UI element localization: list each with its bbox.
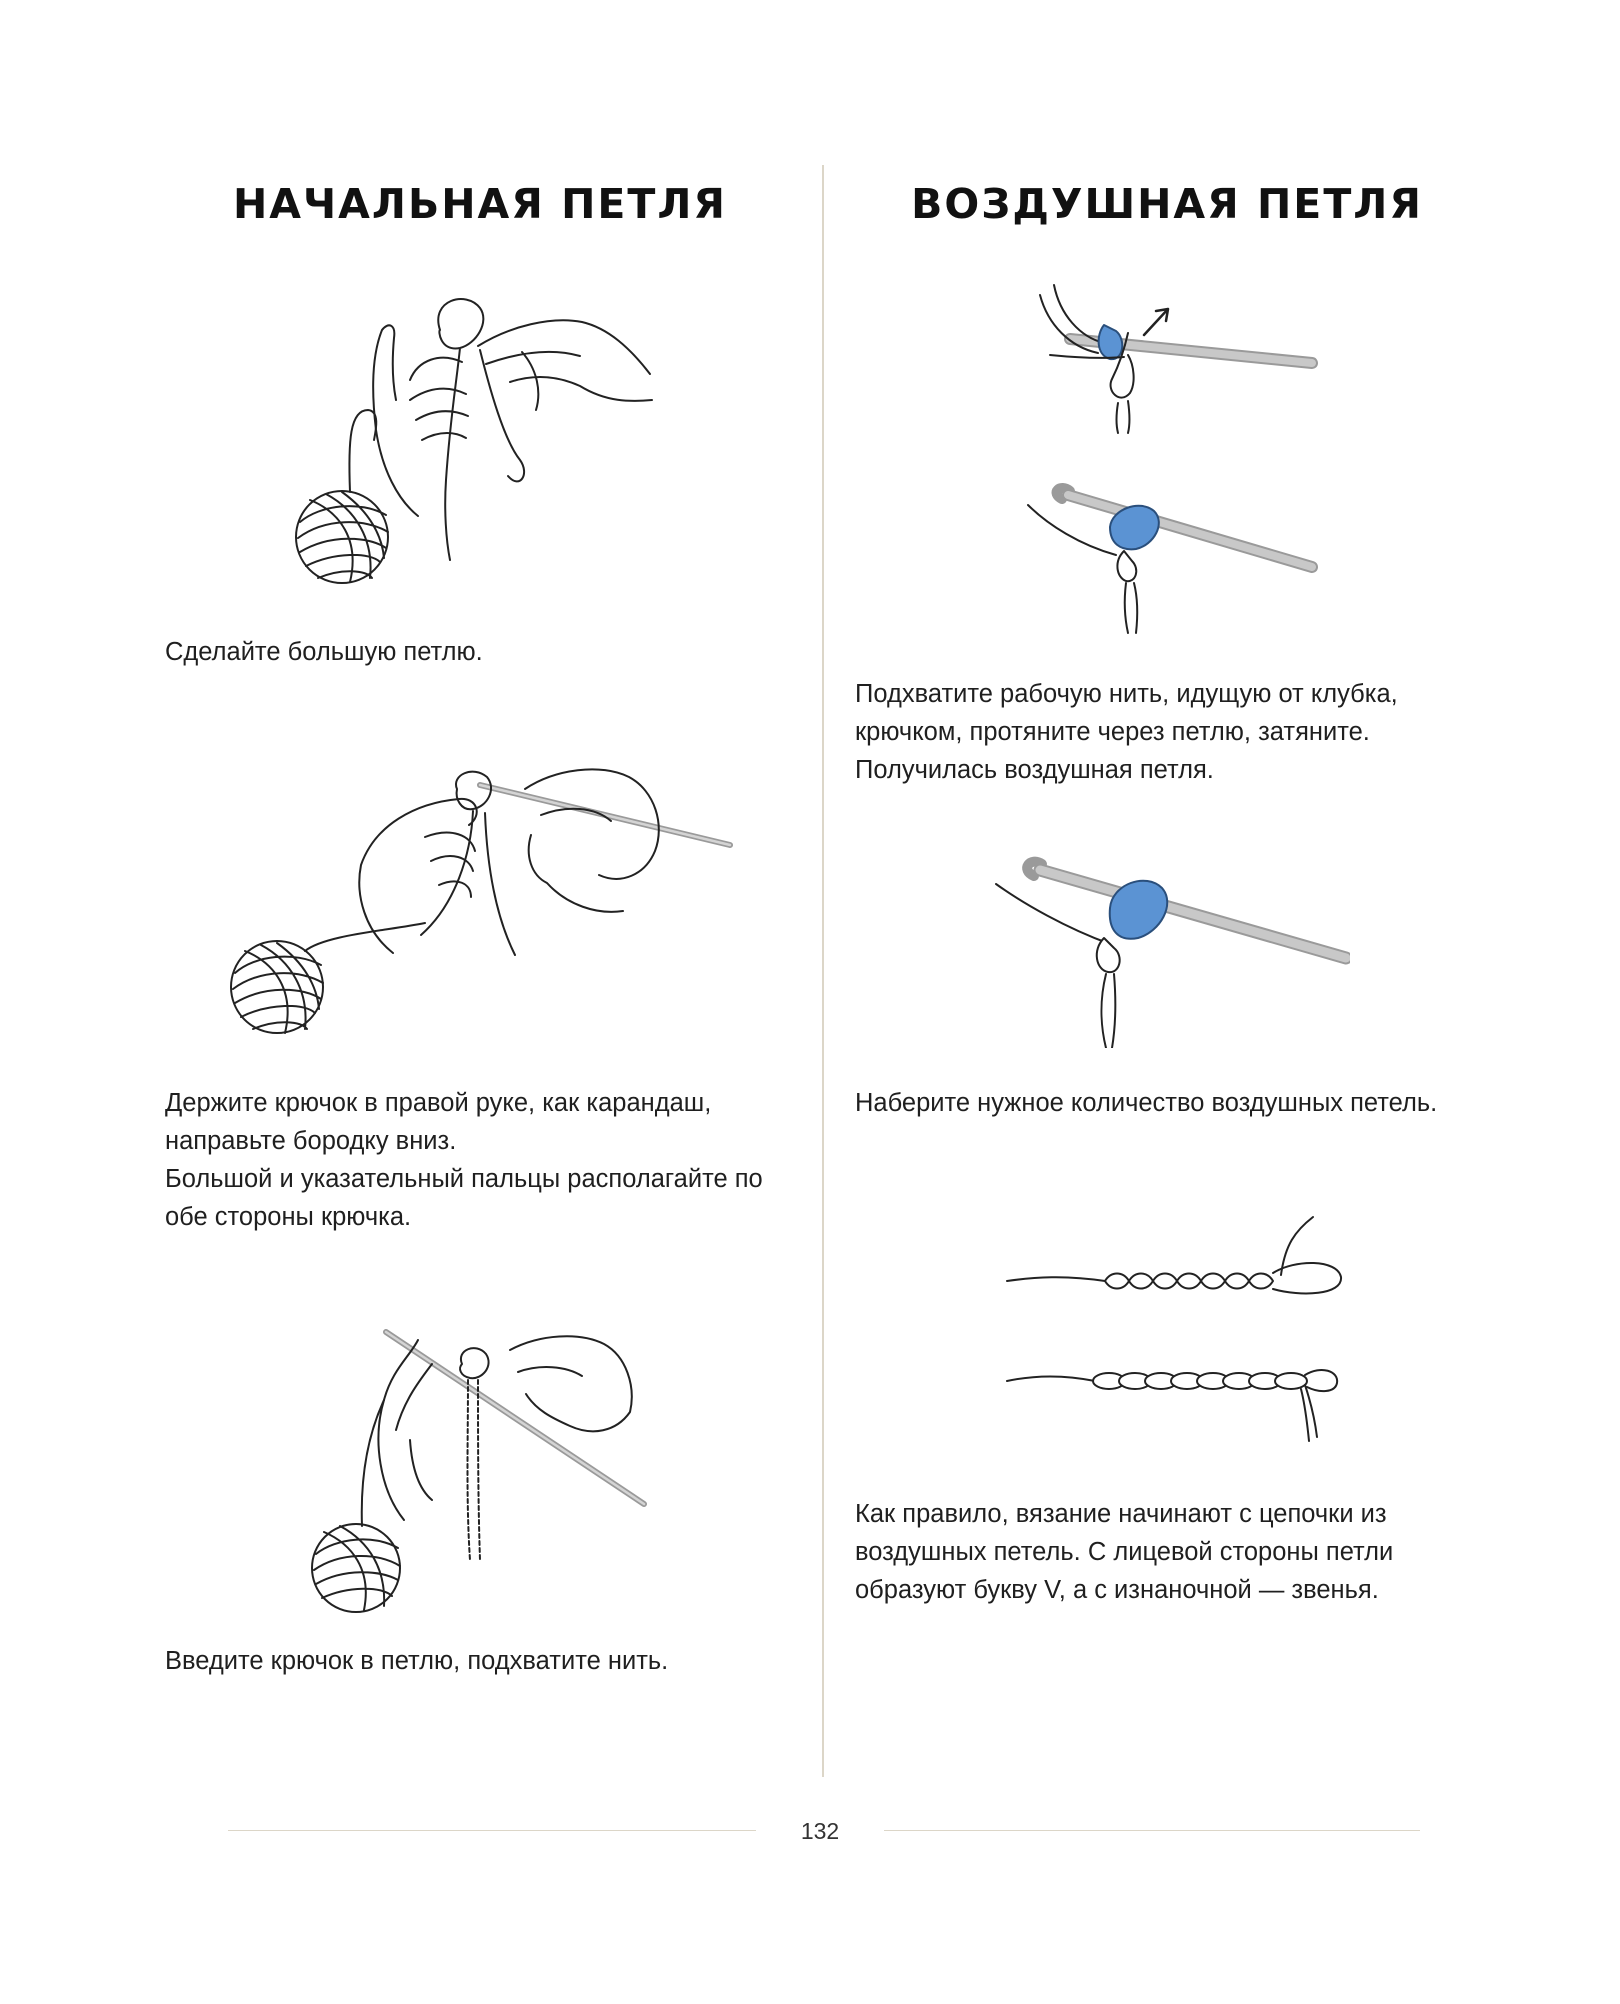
step-text: Держите крючок в правой руке, как карандаш, направьте бородку вниз. Большой и указательный пальцы располагайте по обе стороны крючка. bbox=[165, 1089, 763, 1231]
hook-pull-through-illustration bbox=[1020, 465, 1340, 635]
step-text: Сделайте большую петлю. bbox=[165, 638, 483, 666]
hands-holding-hook-illustration bbox=[225, 755, 735, 1045]
chain-front-icon bbox=[1105, 1274, 1273, 1289]
yarn-ball-icon bbox=[296, 491, 388, 583]
hook-yarn-over-illustration bbox=[1020, 275, 1340, 435]
hook-through-loop-illustration bbox=[300, 1320, 680, 1620]
page-number: 132 bbox=[800, 1818, 840, 1844]
yarn-ball-icon bbox=[312, 1524, 400, 1612]
step-text: Введите крючок в петлю, подхватите нить. bbox=[165, 1647, 669, 1675]
yarn-ball-icon bbox=[231, 941, 323, 1033]
footer-rule-right bbox=[884, 1830, 1420, 1831]
left-heading: НАЧАЛЬНАЯ ПЕТЛЯ bbox=[232, 180, 727, 228]
footer-rule-left bbox=[228, 1830, 756, 1831]
column-divider bbox=[822, 165, 824, 1777]
right-heading: ВОЗДУШНАЯ ПЕТЛЯ bbox=[911, 180, 1423, 228]
chain-back-icon bbox=[1093, 1373, 1307, 1389]
step-text: Наберите нужное количество воздушных петель. bbox=[855, 1089, 1438, 1117]
step-text: Подхватите рабочую нить, идущую от клубка, крючком, протяните через петлю, затяните. Получилась воздушная петля. bbox=[855, 680, 1398, 784]
hook-with-loop-illustration bbox=[990, 848, 1350, 1048]
chain-front-back-illustration bbox=[1005, 1215, 1375, 1445]
step-text: Как правило, вязание начинают с цепочки из воздушных петель. С лицевой стороны петли образуют букву V, а с изнаночной — звенья. bbox=[855, 1500, 1394, 1604]
hands-forming-loop-illustration bbox=[290, 290, 670, 600]
